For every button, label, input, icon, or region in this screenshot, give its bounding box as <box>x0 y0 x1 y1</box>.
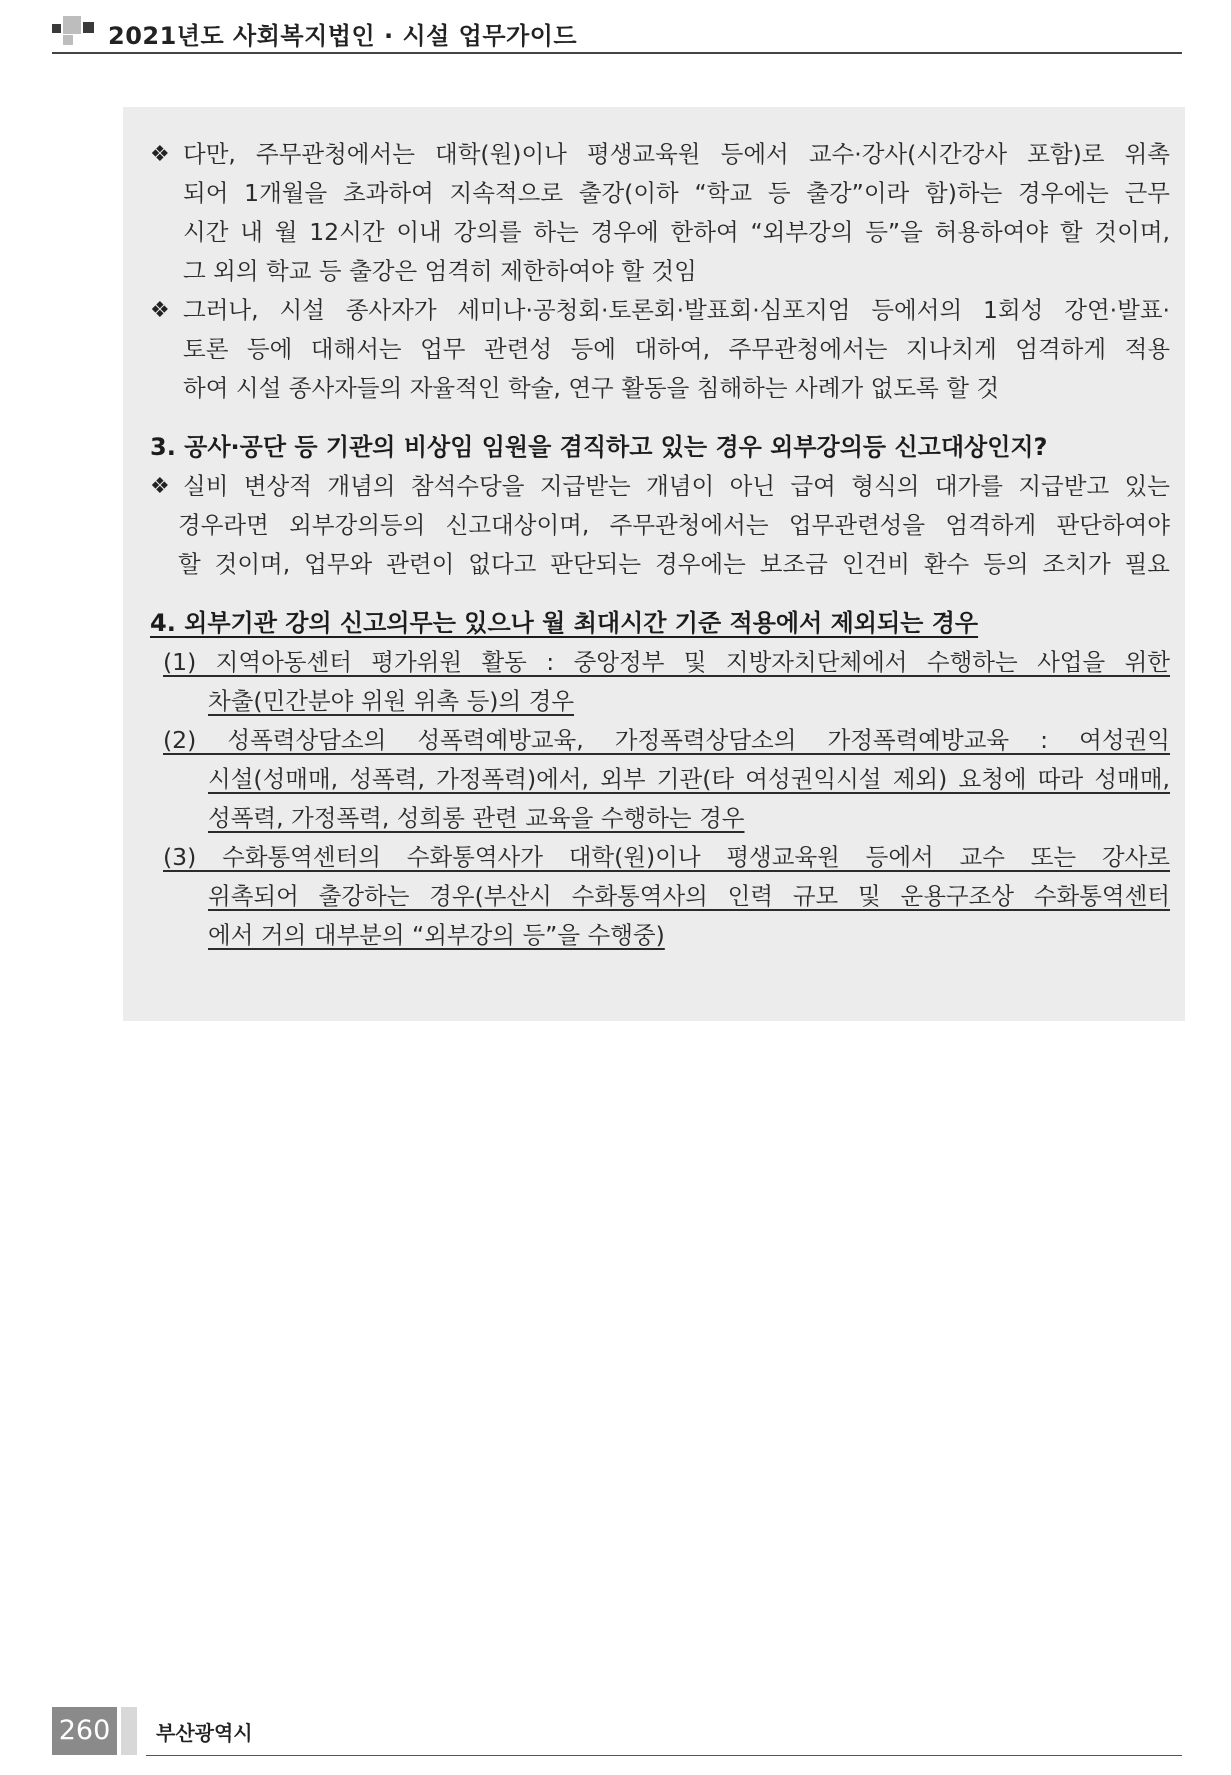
footer-organization: 부산광역시 <box>156 1721 253 1745</box>
header-title: 2021년도 사회복지법인 · 시설 업무가이드 <box>108 22 578 50</box>
bullet-block-1 <box>150 135 1170 291</box>
section-3-heading: 3. 공사·공단 등 기관의 비상임 임원을 겸직하고 있는 경우 외부강의등 신고대상인지? <box>150 433 1048 461</box>
diamond-bullet-icon: ❖ <box>150 298 170 323</box>
bullet-continuation-line: 할 것이며, 업무와 관련이 없다고 판단되는 경우에는 보조금 인건비 환수 등의 조치가 필요 <box>178 550 1170 578</box>
bullet-block-2 <box>150 291 1170 408</box>
bullet-line: ❖ 그러나, 시설 종사자가 세미나·공청회·토론회·발표회·심포지엄 등에서의 1회성 강연·발표· <box>150 291 1170 330</box>
section-4-item-2 <box>150 721 1170 838</box>
bullet-continuation-line: 하여 시설 종사자들의 자율적인 학술, 연구 활동을 침해하는 사례가 없도록 할 것 <box>183 374 1000 402</box>
bullet-continuation-line: 그 외의 학교 등 출강은 엄격히 제한하여야 할 것임 <box>183 257 697 285</box>
list-item-line: (3) 수화통역센터의 수화통역사가 대학(원)이나 평생교육원 등에서 교수 또는 강사로 <box>163 843 1170 871</box>
section-4-item-1 <box>150 643 1170 721</box>
bullet-line: ❖ 다만, 주무관청에서는 대학(원)이나 평생교육원 등에서 교수·강사(시간강사 포함)로 위촉 <box>150 135 1170 174</box>
page-number-accent-bar <box>121 1707 137 1755</box>
bullet-continuation-line: 토론 등에 대해서는 업무 관련성 등에 대하여, 주무관청에서는 지나치게 엄격하게 적용 <box>183 335 1170 363</box>
bullet-continuation-line: 되어 1개월을 초과하여 지속적으로 출강(이하 “학교 등 출강”이라 함)하는 경우에는 근무 <box>183 179 1170 207</box>
list-item-line: (2) 성폭력상담소의 성폭력예방교육, 가정폭력상담소의 가정폭력예방교육 : 여성권익 <box>163 726 1170 754</box>
content-inner <box>150 135 1170 955</box>
section-4-item-3 <box>150 838 1170 955</box>
bullet-continuation-line: 시간 내 월 12시간 이내 강의를 하는 경우에 한하여 “외부강의 등”을 허용하여야 할 것이며, <box>183 218 1170 246</box>
list-item-line: 성폭력, 가정폭력, 성희롱 관련 교육을 수행하는 경우 <box>208 804 745 832</box>
section-3 <box>150 428 1170 584</box>
page-header <box>52 12 1182 54</box>
footer-divider <box>146 1755 1182 1756</box>
list-item-line: 위촉되어 출강하는 경우(부산시 수화통역사의 인력 규모 및 운용구조상 수화통역센터 <box>208 882 1170 910</box>
section-4 <box>150 604 1170 955</box>
section-4-heading: 4. 외부기관 강의 신고의무는 있으나 월 최대시간 기준 적용에서 제외되는 경우 <box>150 609 979 637</box>
page-footer <box>52 1707 1182 1757</box>
diamond-bullet-icon: ❖ <box>150 474 170 499</box>
content-box <box>123 107 1185 1021</box>
list-item-line: 에서 거의 대부분의 “외부강의 등”을 수행중) <box>208 921 665 949</box>
bullet-continuation-line: 경우라면 외부강의등의 신고대상이며, 주무관청에서는 업무관련성을 엄격하게 판단하여야 <box>178 511 1170 539</box>
diamond-bullet-icon: ❖ <box>150 142 170 167</box>
header-logo-icon <box>52 16 98 46</box>
list-item-line: 차출(민간분야 위원 위촉 등)의 경우 <box>208 687 575 715</box>
list-item-line: (1) 지역아동센터 평가위원 활동 : 중앙정부 및 지방자치단체에서 수행하는 사업을 위한 <box>163 648 1170 676</box>
bullet-line: ❖ 실비 변상적 개념의 참석수당을 지급받는 개념이 아닌 급여 형식의 대가를 지급받고 있는 <box>150 467 1170 506</box>
list-item-line: 시설(성매매, 성폭력, 가정폭력)에서, 외부 기관(타 여성권익시설 제외) 요청에 따라 성매매, <box>208 765 1170 793</box>
page-number: 260 <box>52 1707 117 1755</box>
